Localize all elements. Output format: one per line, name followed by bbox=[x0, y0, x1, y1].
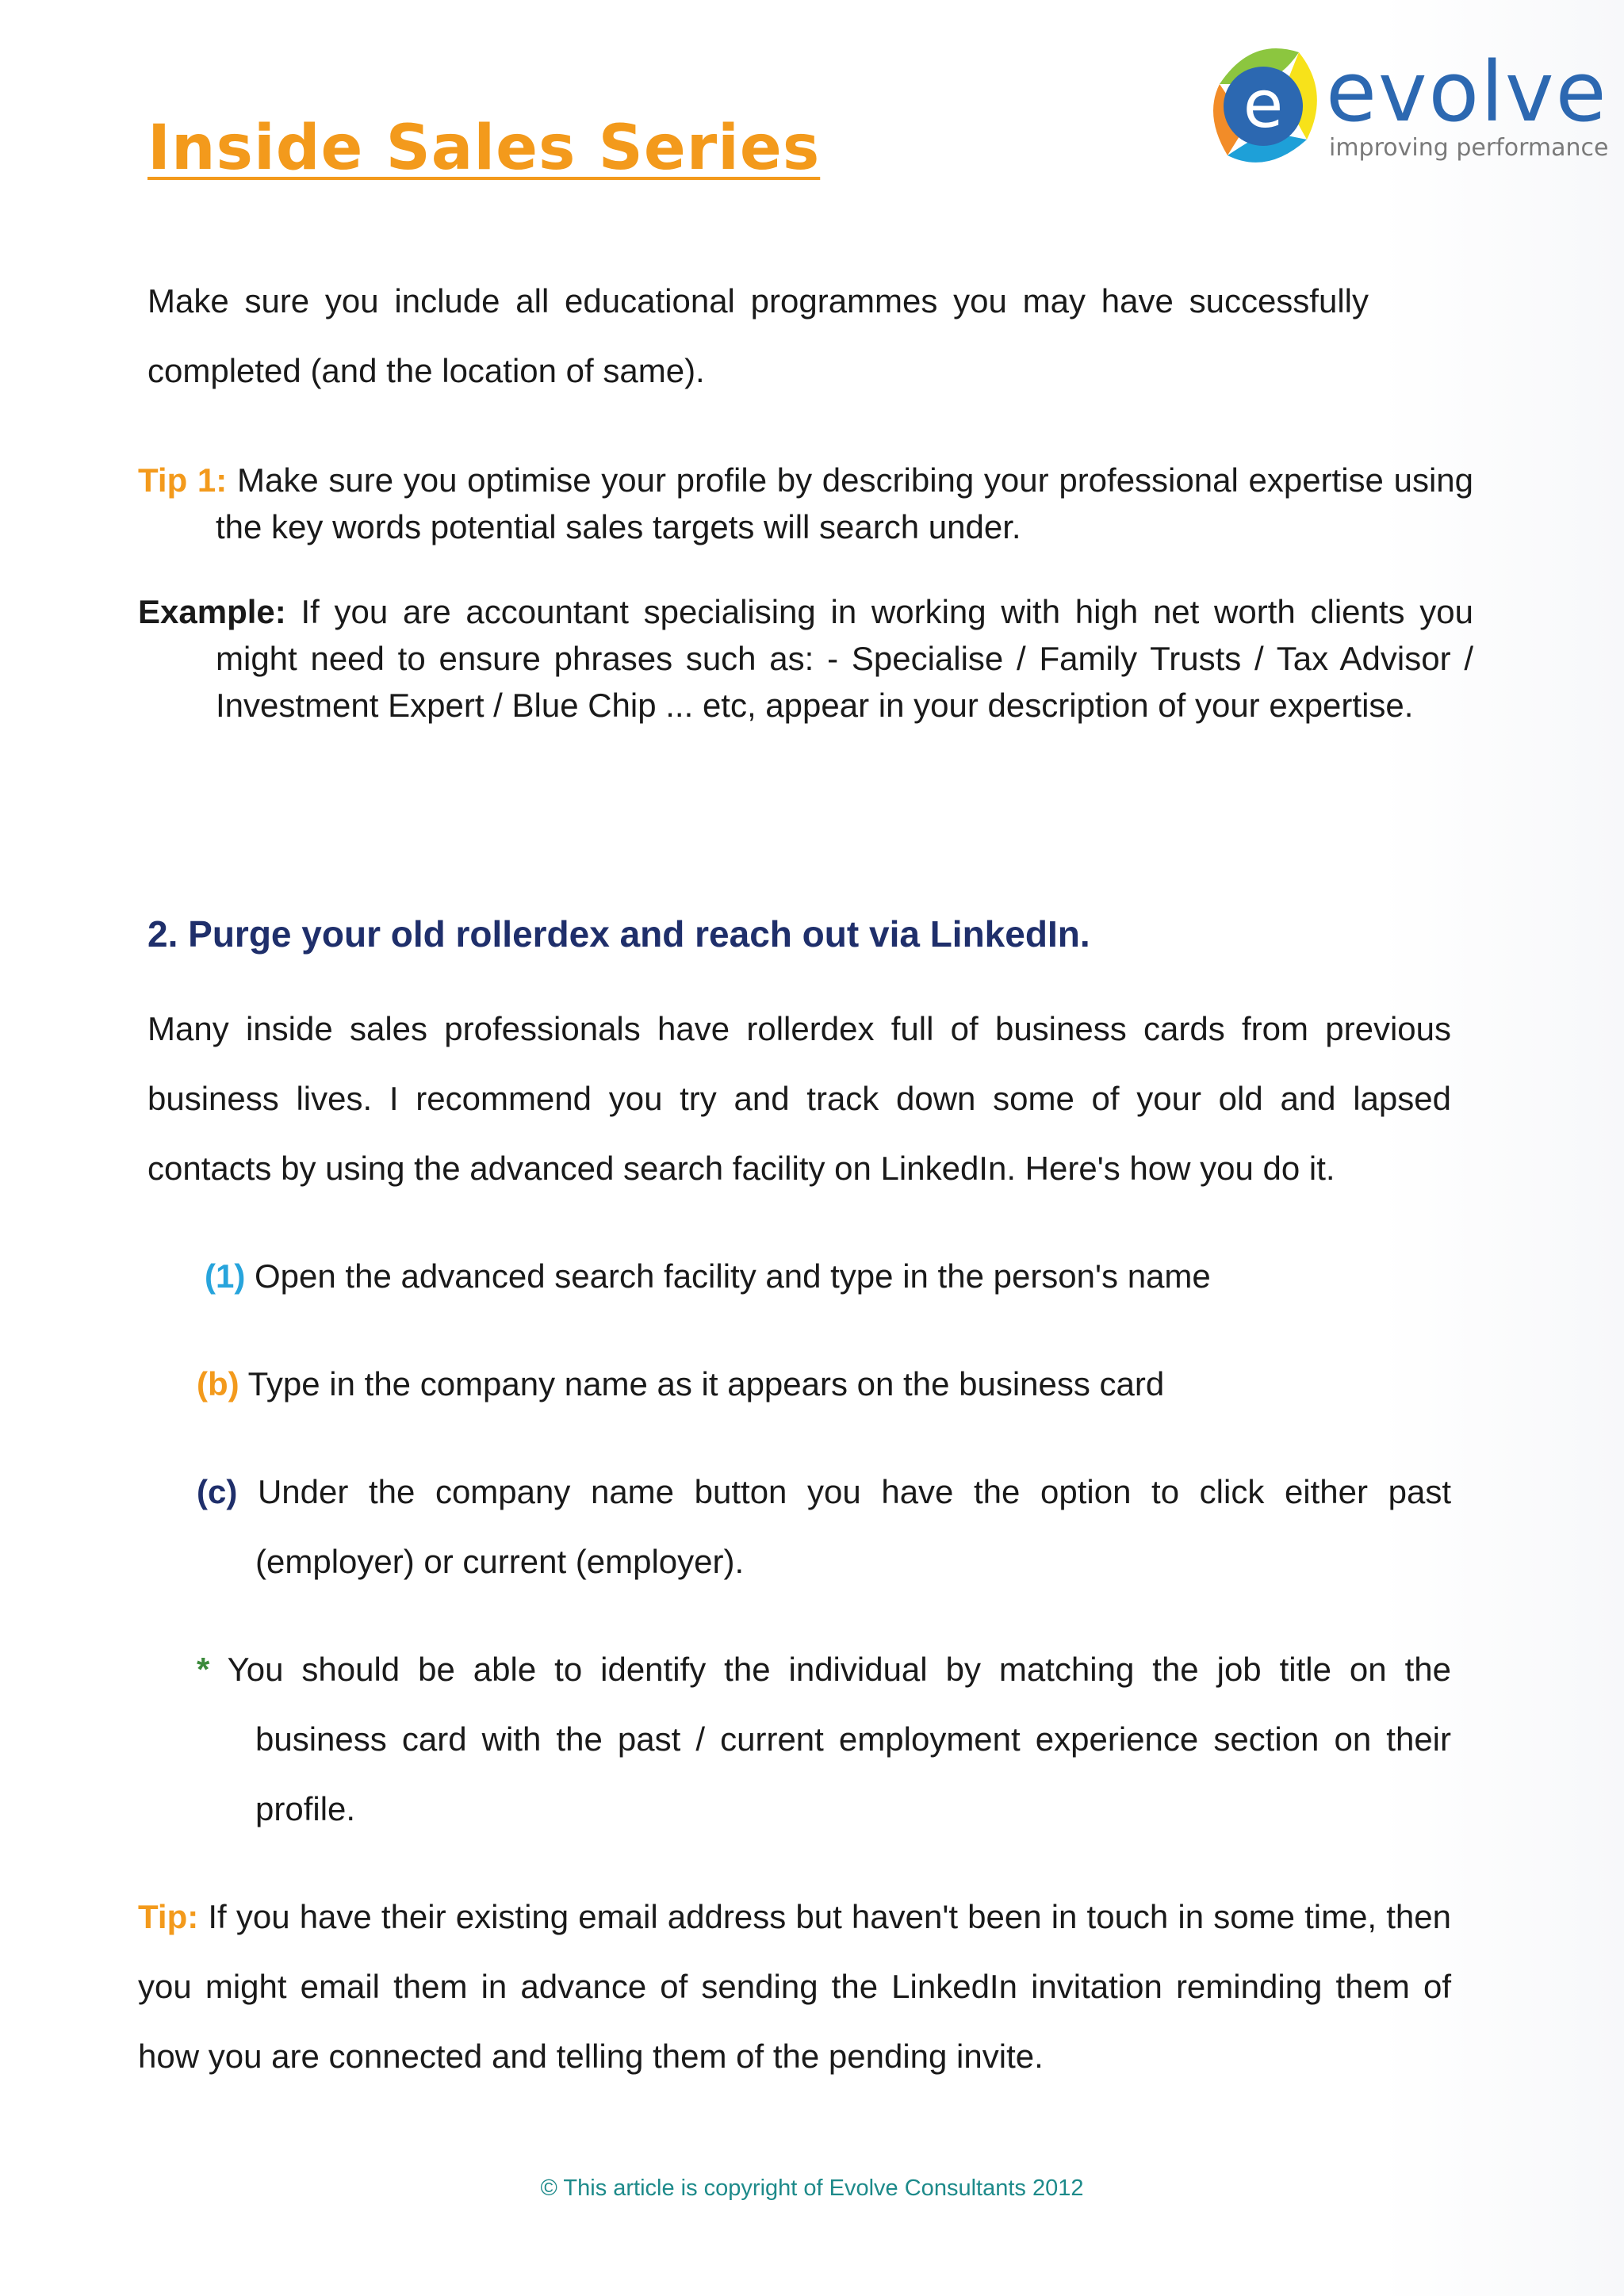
step-c-marker: (c) bbox=[197, 1473, 238, 1510]
step-1 bbox=[205, 1242, 1473, 1311]
step-b bbox=[197, 1349, 1465, 1419]
example-label: Example: bbox=[138, 593, 286, 630]
step-b-text: Type in the company name as it appears on the business card bbox=[247, 1365, 1165, 1402]
tip-2-text: If you have their existing email address but haven't been in touch in some time, then you might email them in advance of sending the LinkedIn invitation reminding them of how you are connected and telling them of the pending invite. bbox=[138, 1898, 1451, 2075]
step-1-text: Open the advanced search facility and type in the person's name bbox=[255, 1257, 1211, 1295]
step-c-text: Under the company name button you have the option to click either past (employer) or current (employer). bbox=[255, 1473, 1451, 1580]
tip-2 bbox=[138, 1882, 1451, 2091]
tip-1-label: Tip 1: bbox=[138, 461, 228, 499]
logo-letter: e bbox=[1243, 67, 1284, 143]
tip-1-text: Make sure you optimise your profile by describing your professional expertise using the key words potential sales targets will search under. bbox=[216, 461, 1474, 545]
step-note-text: You should be able to identify the individual by matching the job title on the business card with the past / current employment experience section on their profile. bbox=[227, 1651, 1451, 1827]
copyright-footer: © This article is copyright of Evolve Consultants 2012 bbox=[540, 2175, 1084, 2201]
tip-1 bbox=[138, 457, 1474, 550]
step-note bbox=[197, 1635, 1451, 1844]
step-1-marker: (1) bbox=[205, 1257, 246, 1295]
step-c bbox=[197, 1457, 1451, 1597]
example-text: If you are accountant specialising in working with high net worth clients you might need to ensure phrases such as: - Specialise / Family Trusts / Tax Advisor / Investment Expert / Blue Chip ... etc, appear in your description of your expertise. bbox=[216, 593, 1473, 724]
step-note-marker: * bbox=[197, 1651, 210, 1688]
page-title: Inside Sales Series bbox=[147, 113, 821, 184]
evolve-logo bbox=[1204, 36, 1609, 175]
logo-wordmark: evolve bbox=[1326, 44, 1608, 140]
section-2-heading: 2. Purge your old rollerdex and reach out via LinkedIn. bbox=[147, 913, 1090, 955]
logo-mark-icon bbox=[1204, 36, 1331, 175]
tip-2-label: Tip: bbox=[138, 1898, 199, 1935]
example bbox=[138, 588, 1473, 729]
section-2-paragraph: Many inside sales professionals have rollerdex full of business cards from previous business lives. I recommend you try and track down some of your old and lapsed contacts by using the advanced search facility on LinkedIn. Here's how you do it. bbox=[147, 1010, 1451, 1187]
logo-tagline: improving performance bbox=[1329, 134, 1609, 162]
intro-paragraph: Make sure you include all educational programmes you may have successfully completed (and the location of same). bbox=[147, 282, 1369, 389]
step-b-marker: (b) bbox=[197, 1365, 239, 1402]
